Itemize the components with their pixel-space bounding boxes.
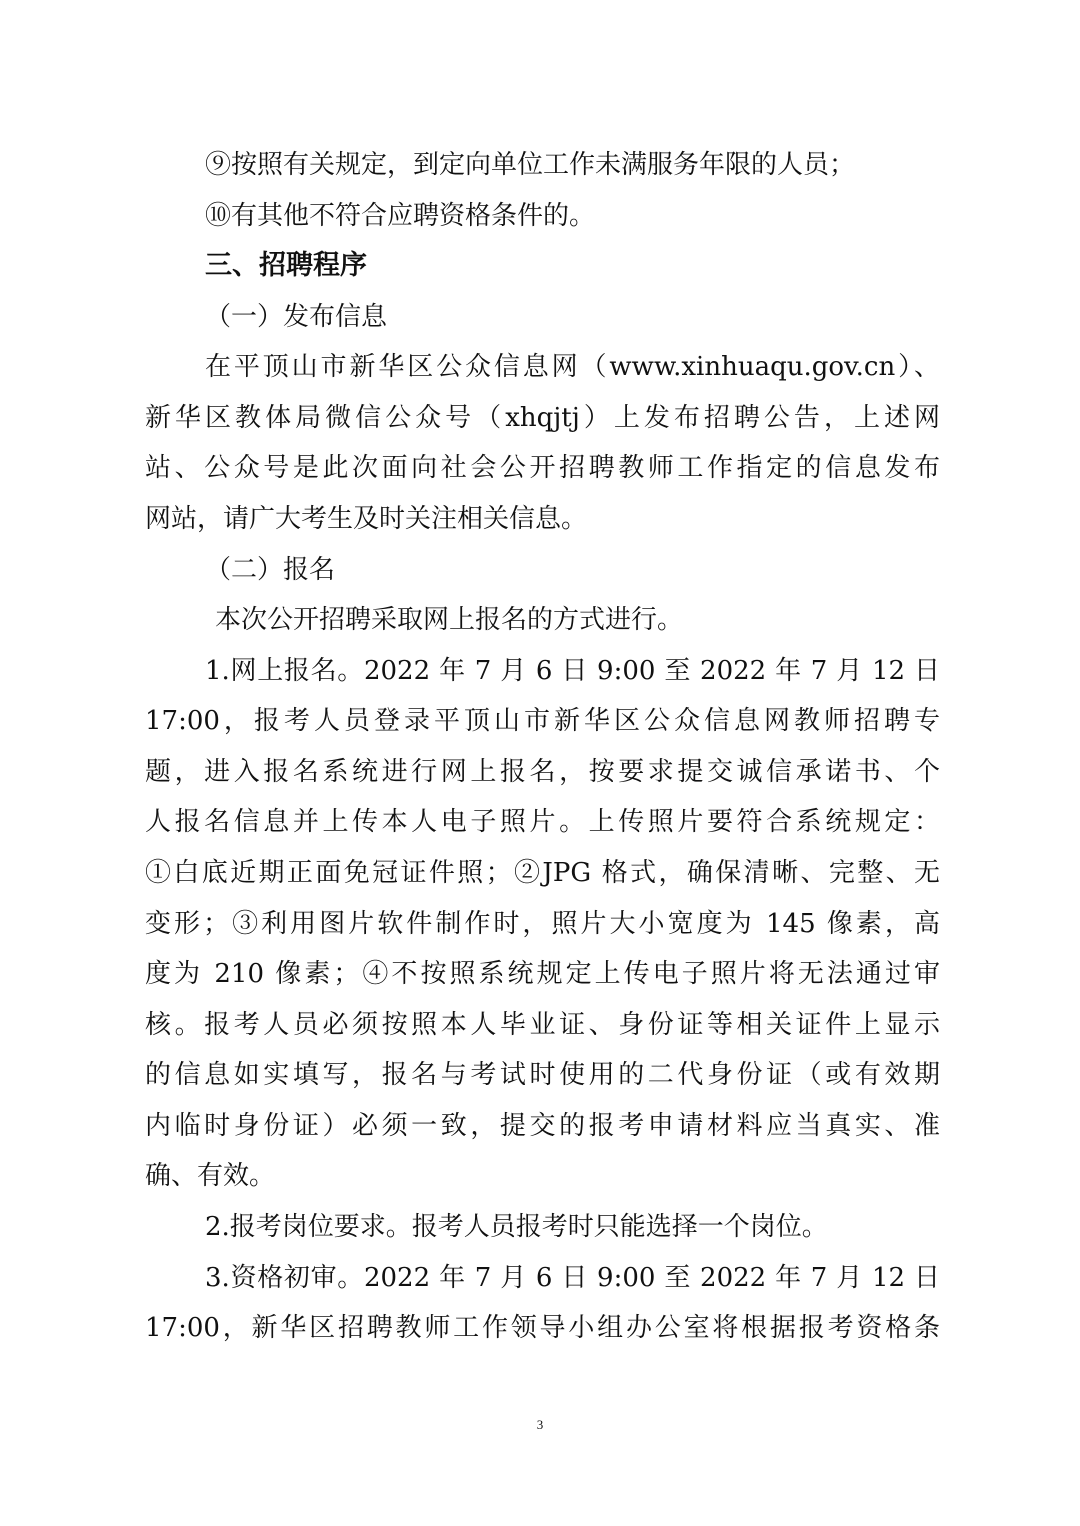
text-line: 本次公开招聘采取网上报名的方式进行。 [215,605,684,636]
text-line: ⑩有其他不符合应聘资格条件的。 [205,200,596,231]
text-line: 确、有效。 [145,1161,276,1192]
page-number: 3 [536,1417,544,1432]
text-line: （二）报名 [205,554,336,585]
text-line: 网站，请广大考生及时关注相关信息。 [145,503,588,534]
text-line: 人报名信息并上传本人电子照片。上传照片要符合系统规定： [145,807,940,838]
text-line: ①白底近期正面免冠证件照；②JPG 格式，确保清晰、完整、无 [145,857,940,888]
text-line: 核。报考人员必须按照本人毕业证、身份证等相关证件上显示 [145,1009,940,1040]
text-line: 1.网上报名。2022 年 7 月 6 日 9:00 至 2022 年 7 月 12 日 [205,655,940,686]
text-line: 变形；③利用图片软件制作时，照片大小宽度为 145 像素，高 [145,908,940,939]
section-heading: 三、招聘程序 [205,250,367,282]
text-line: 站、公众号是此次面向社会公开招聘教师工作指定的信息发布 [145,453,940,484]
text-line: 新华区教体局微信公众号（xhqjtj）上发布招聘公告，上述网 [145,402,940,433]
text-line: 的信息如实填写，报名与考试时使用的二代身份证（或有效期 [145,1060,940,1091]
text-line: 内临时身份证）必须一致，提交的报考申请材料应当真实、准 [145,1110,940,1141]
text-line: 3.资格初审。2022 年 7 月 6 日 9:00 至 2022 年 7 月 12 日 [205,1262,940,1293]
text-line: 题，进入报名系统进行网上报名，按要求提交诚信承诺书、个 [145,756,940,787]
text-line: 2.报考岗位要求。报考人员报考时只能选择一个岗位。 [205,1211,828,1242]
text-line: 在平顶山市新华区公众信息网（www.xinhuaqu.gov.cn）、 [205,352,940,383]
text-line: 度为 210 像素；④不按照系统规定上传电子照片将无法通过审 [145,959,940,990]
text-line: 17:00，报考人员登录平顶山市新华区公众信息网教师招聘专 [145,706,940,737]
text-line: 17:00，新华区招聘教师工作领导小组办公室将根据报考资格条 [145,1313,940,1344]
text-line: （一）发布信息 [205,301,388,332]
text-line: ⑨按照有关规定，到定向单位工作未满服务年限的人员； [205,150,856,180]
